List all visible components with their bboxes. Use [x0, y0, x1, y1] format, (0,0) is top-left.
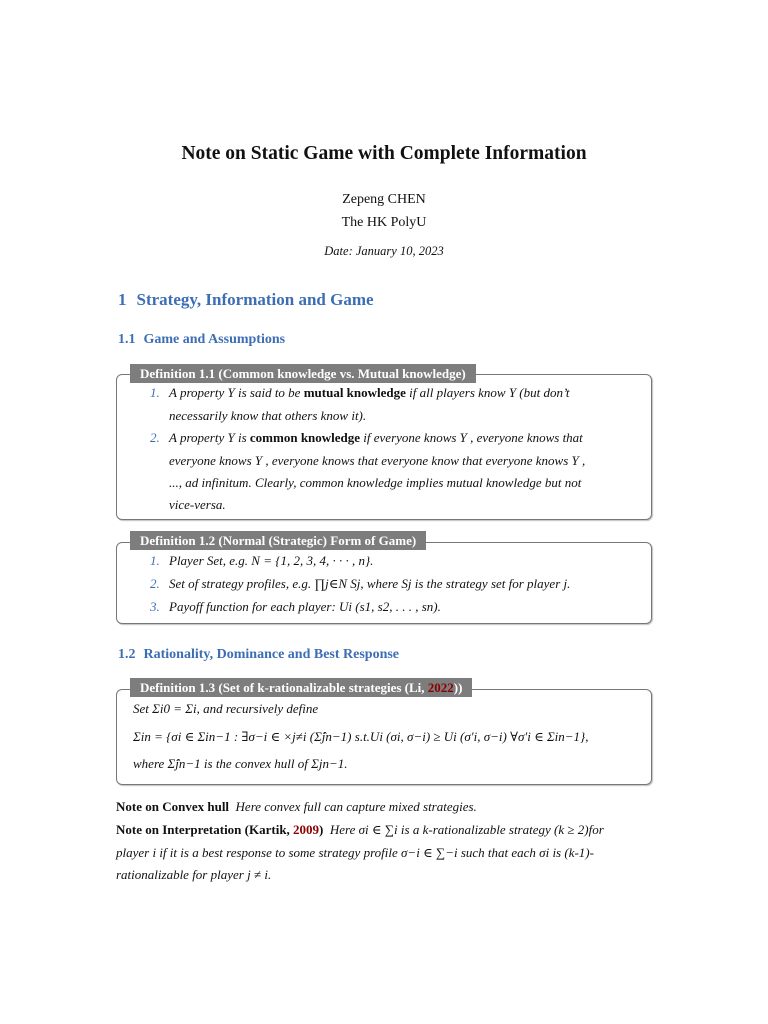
note-text: player i if it is a best response to some strategy profile σ−i ∈ ∑−i such that each σi is (k-1)- — [116, 845, 594, 860]
item-number: 1. — [150, 553, 160, 568]
list-item — [150, 427, 583, 450]
item-continuation: vice-versa. — [169, 497, 226, 512]
definition-label-text: )) — [453, 680, 463, 695]
list-item — [150, 573, 570, 596]
note-text: Here σi ∈ ∑i is a k-rationalizable strategy (k ≥ 2)for — [329, 822, 604, 837]
list-item — [150, 596, 441, 619]
paper-title: Note on Static Game with Complete Information — [181, 143, 587, 164]
item-text: if everyone knows Y , everyone knows that — [360, 430, 583, 445]
section-number: 1 — [118, 290, 127, 309]
item-continuation: necessarily know that others know it). — [169, 408, 367, 423]
definition-label — [130, 678, 472, 697]
paper-date: Date: January 10, 2023 — [324, 244, 444, 258]
item-text: Set of strategy profiles, e.g. ∏j∈N Sj, where Sj is the strategy set for player j. — [169, 576, 571, 591]
section-heading — [118, 290, 374, 310]
subsection-title: Rationality, Dominance and Best Response — [143, 647, 400, 662]
subsection-number: 1.2 — [118, 647, 136, 662]
citation-year[interactable]: 2009 — [293, 822, 320, 837]
note-label: Note on Interpretation (Kartik, — [116, 822, 294, 837]
section-title: Strategy, Information and Game — [136, 290, 374, 309]
item-number: 2. — [150, 576, 160, 591]
math-equation: Σin = {σi ∈ Σin−1 : ∃σ−i ∈ ×j≠i (Σ̂jn−1) s.t.Ui (σi, σ−i) ≥ Ui (σ′i, σ−i) ∀σ′i ∈ Σin−1}, — [133, 729, 589, 744]
item-number: 1. — [150, 385, 160, 400]
definition-label-text: Definition 1.3 (Set of k-rationalizable strategies (Li, — [140, 680, 428, 695]
item-continuation: everyone knows Y , everyone knows that everyone know that everyone knows Y , — [169, 453, 586, 468]
list-item — [150, 550, 373, 573]
item-text: A property Y is — [169, 430, 250, 445]
definition-line: Set Σi0 = Σi, and recursively define — [133, 701, 319, 716]
author-name: Zepeng CHEN — [342, 192, 426, 207]
item-text: if all players know Y (but don’t — [405, 385, 570, 400]
item-term: common knowledge — [249, 430, 361, 445]
note-paragraph — [116, 822, 604, 838]
item-term: mutual knowledge — [303, 385, 406, 400]
note-label: ) — [319, 822, 324, 837]
item-continuation: ..., ad infinitum. Clearly, common knowledge implies mutual knowledge but not — [169, 475, 582, 490]
definition-line: where Σ̂jn−1 is the convex hull of Σjn−1. — [133, 756, 348, 771]
item-text: Payoff function for each player: Ui (s1, s2, . . . , sn). — [169, 599, 441, 614]
definition-label: Definition 1.2 (Normal (Strategic) Form of Game) — [130, 531, 426, 550]
subsection-heading — [118, 647, 399, 663]
item-number: 3. — [150, 599, 160, 614]
item-number: 2. — [150, 430, 160, 445]
item-text: A property Y is said to be — [169, 385, 304, 400]
citation-year[interactable]: 2022 — [427, 680, 454, 695]
note-label: Note on Convex hull — [116, 799, 230, 814]
note-text: rationalizable for player j ≠ i. — [116, 867, 272, 882]
item-text: Player Set, e.g. N = {1, 2, 3, 4, · · · , n}. — [169, 553, 374, 568]
definition-label: Definition 1.1 (Common knowledge vs. Mutual knowledge) — [130, 364, 476, 383]
author-affiliation: The HK PolyU — [341, 215, 427, 230]
note-text: Here convex full can capture mixed strategies. — [235, 799, 477, 814]
list-item — [150, 382, 570, 405]
subsection-title: Game and Assumptions — [143, 332, 286, 347]
subsection-number: 1.1 — [118, 332, 136, 347]
subsection-heading — [118, 332, 285, 348]
note-paragraph — [116, 799, 477, 815]
